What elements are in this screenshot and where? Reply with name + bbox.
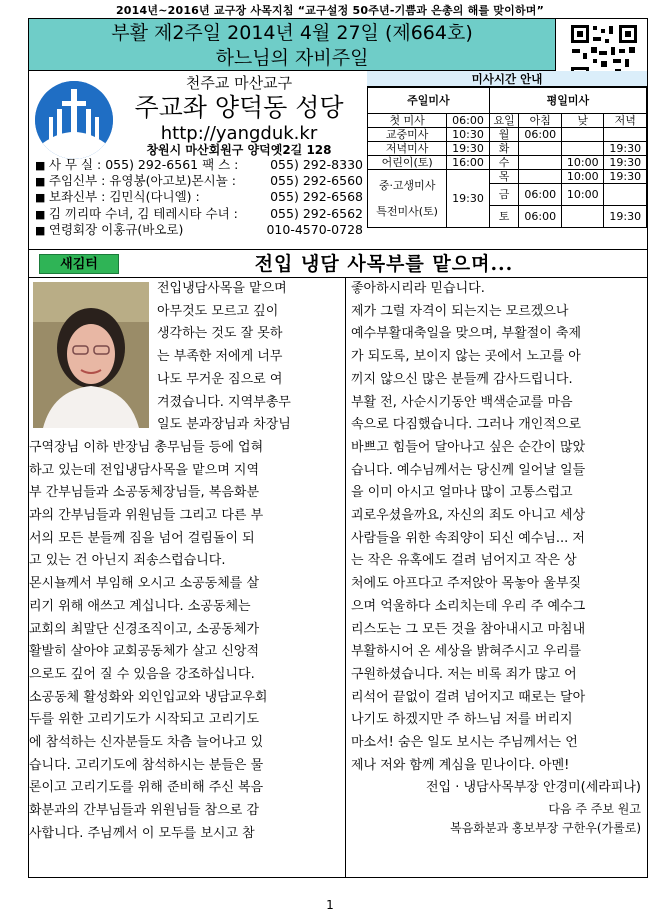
pastoral-guideline-line: 2014년~2016년 교구장 사목지침 “교구설정 50주년-기쁨과 은총의 해를 맞이하며” xyxy=(115,4,545,17)
church-address: 창원시 마산회원구 양덕옛2길 128 xyxy=(146,143,332,157)
article-line: 을 이미 아시고 얼마나 많이 고통스럽고 xyxy=(351,485,573,501)
article-line: 부활하시어 온 세상을 밝혀주시고 우리를 xyxy=(351,644,582,660)
article-line: 활발히 살아야 교회공동체가 살고 신앙적 xyxy=(29,644,260,660)
issue-banner xyxy=(29,19,556,71)
article-line: 는 부족한 저에게 너무 xyxy=(157,349,283,365)
article-line: 마소서! 숨은 일도 보시는 주님께서는 언 xyxy=(351,735,578,751)
table-row: 어린이(토) 16:00 수 10:00 19:30 xyxy=(368,156,647,170)
author-signature: 전입 · 냉담사목부장 안경미(세라피나) xyxy=(425,780,641,796)
article-line: 으로도 깊어 질 수 있음을 강조하십니다. xyxy=(29,666,255,682)
article-line: 론이고 고리기도를 위해 준비해 주신 복음 xyxy=(29,780,264,796)
feast-name: 하느님의 자비주일 xyxy=(215,47,369,69)
article-line: 예수부활대축일을 맞으며, 부활절이 축제 xyxy=(351,326,582,342)
article-line: 일도 분과장님과 차장님 xyxy=(157,417,291,433)
church-name: 주교좌 양덕동 성당 xyxy=(134,93,344,122)
sunday-mass-header: 주일미사 xyxy=(368,88,490,114)
article-line: 나도 무거운 짐으로 여 xyxy=(157,371,283,387)
contact-list xyxy=(35,157,363,238)
contact-row: ■ 김 끼리따 수녀, 김 테레시타 수녀 : 055) 292-6562 xyxy=(35,206,363,222)
mass-schedule-table xyxy=(367,87,647,228)
article-line: 리기 위해 애쓰고 계십니다. 소공동체는 xyxy=(29,598,251,614)
mass-schedule-title: 미사시간 안내 xyxy=(367,71,647,87)
article-line: 괴로우셨을까요, 자신의 죄도 아니고 세상 xyxy=(351,508,586,524)
bulletin-header xyxy=(28,18,648,250)
diocese-name: 천주교 마산교구 xyxy=(185,74,293,92)
article-line: 교회의 최말단 신경조직이고, 소공동체가 xyxy=(29,621,260,637)
article-line: 몬시뇰께서 부임해 오시고 소공동체를 살 xyxy=(29,576,260,592)
article-line: 바쁘고 힘들어 달아나고 싶은 순간이 많았 xyxy=(351,439,586,455)
table-row: 금 06:00 10:00 xyxy=(368,184,647,206)
contact-row: ■ 보좌신부 : 김민식(다니엘) : 055) 292-6568 xyxy=(35,189,363,205)
article-header xyxy=(28,250,648,278)
church-logo-icon xyxy=(35,81,113,159)
article-line: 끼지 않으신 많은 분들께 감사드립니다. xyxy=(351,371,573,387)
table-row: 첫 미사 06:00 요일 아침 낮 저녁 xyxy=(368,114,647,128)
article-line: 고 있는 건 아닌지 죄송스럽습니다. xyxy=(29,553,226,569)
article-line: 사합니다. 주님께서 이 모두를 보시고 참 xyxy=(29,825,255,841)
article-line: 구원하셨습니다. 저는 비록 죄가 많고 어 xyxy=(351,666,577,682)
article-line: 으며 억울하다 소리치는데 우리 주 예수그 xyxy=(351,598,586,614)
article-line: 속으로 다짐했습니다. 그러나 개인적으로 xyxy=(351,417,582,433)
article-body xyxy=(28,278,648,878)
article-line: 아무것도 모르고 깊이 xyxy=(157,303,279,319)
article-line: 처에도 아프다고 주저앉아 목놓아 울부짖 xyxy=(351,576,582,592)
table-row: 교중미사 10:30 월 06:00 xyxy=(368,128,647,142)
article-line: 좋아하시리라 믿습니다. xyxy=(351,281,485,296)
table-row: 중·고생미사 특전미사(토) 19:30 목 10:00 19:30 xyxy=(368,170,647,184)
article-line: 겨졌습니다. 지역부총무 xyxy=(157,394,291,410)
table-row: 저녁미사 19:30 화 19:30 xyxy=(368,142,647,156)
article-line: 제나 저와 함께 계심을 믿나이다. 아멘! xyxy=(351,757,570,773)
contact-row: ■ 사 무 실 : 055) 292-6561 팩 스 : 055) 292-8330 xyxy=(35,157,363,173)
page-number: 1 xyxy=(326,898,334,912)
article-title: 전입 냉담 사목부를 맡으며... xyxy=(254,253,514,275)
section-tag: 새김터 xyxy=(39,254,119,274)
article-line: 부활 전, 사순시기동안 백색순교를 마음 xyxy=(351,394,573,410)
article-line: 사람들을 위한 속죄양이 되신 예수님... 저 xyxy=(351,530,585,546)
church-identity xyxy=(117,71,361,145)
article-line: 서의 모든 분들께 짐을 넘어 걸림돌이 되 xyxy=(29,530,255,546)
article-line: 소공동체 활성화와 외인입교와 냉담교우회 xyxy=(29,689,268,705)
article-line: 에 참석하는 신자분들도 차츰 늘어나고 있 xyxy=(29,735,264,751)
article-line: 화분과의 간부님들과 위원님들 참으로 감 xyxy=(29,803,260,819)
article-line: 두를 위한 고리기도가 시작되고 고리기도 xyxy=(29,712,260,728)
article-line: 리스도는 그 모든 것을 참아내시고 마침내 xyxy=(351,621,586,637)
contact-row: ■ 주임신부 : 유영봉(아고보)몬시뇰 : 055) 292-6560 xyxy=(35,173,363,189)
next-issue-note: 다음 주 주보 원고 xyxy=(548,802,641,817)
contact-row: ■ 연령회장 이홍규(바오로) 010-4570-0728 xyxy=(35,222,363,238)
article-column-left xyxy=(29,278,341,846)
article-column-right xyxy=(351,278,641,838)
column-divider xyxy=(345,278,346,878)
next-issue-author: 복음화분과 홍보부장 구한우(가롤로) xyxy=(450,821,641,836)
article-line: 는 작은 유혹에도 걸려 넘어지고 작은 상 xyxy=(351,553,577,569)
church-url-link[interactable]: http://yangduk.kr xyxy=(160,123,318,144)
article-line: 습니다. 예수님께서는 당신께 일어날 일들 xyxy=(351,462,586,478)
article-line: 생각하는 것도 잘 못하 xyxy=(157,326,283,342)
issue-date: 부활 제2주일 2014년 4월 27일 (제664호) xyxy=(111,22,473,44)
article-line: 리석어 끝없이 걸려 넘어지고 때로는 달아 xyxy=(351,689,586,705)
article-line: 가 되도록, 보이지 않는 곳에서 노고를 아 xyxy=(351,349,581,365)
article-line: 전입냉담사목을 맡으며 xyxy=(157,281,287,296)
article-line: 제가 그럴 자격이 되는지는 모르겠으나 xyxy=(351,303,569,319)
weekday-mass-header: 평일미사 xyxy=(489,88,646,114)
article-line: 나기도 하겠지만 주 하느님 저를 버리지 xyxy=(351,712,573,728)
article-line: 하고 있는데 전입냉담사목을 맡으며 지역 xyxy=(29,462,260,478)
article-line: 부 간부님들과 소공동체장님들, 복음화분 xyxy=(29,485,260,501)
article-line: 습니다. 고리기도에 참석하시는 분들은 물 xyxy=(29,757,264,773)
article-line: 구역장님 이하 반장님 총무님들 등에 업혀 xyxy=(29,439,264,455)
article-line: 과의 간부님들과 위원님들 그리고 다른 부 xyxy=(29,508,264,524)
table-row: 토 06:00 19:30 xyxy=(368,206,647,228)
